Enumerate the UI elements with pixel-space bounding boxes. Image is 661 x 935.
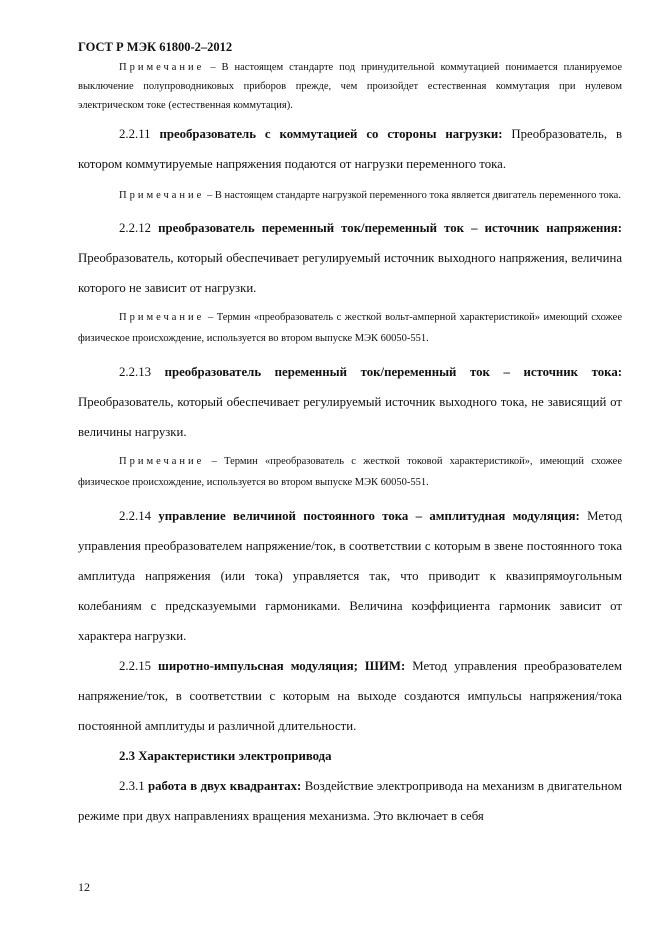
note-voltage-source (78, 307, 622, 349)
term-definition: Воздействие электропривода на механизм в двигательном режиме при двух направлениях вращения механизма. Это включает в себя (78, 779, 622, 823)
term-title: управление величиной постоянного тока – амплитудная модуляция: (158, 509, 580, 523)
note-label: Примечание (119, 456, 205, 467)
document-header: ГОСТ Р МЭК 61800-2–2012 (78, 40, 233, 54)
term-number: 2.3.1 (119, 779, 149, 793)
note-label: Примечание (119, 62, 205, 73)
term-title: работа в двух квадрантах: (148, 779, 302, 793)
note-forced-commutation (78, 58, 622, 115)
note-label: Примечание (119, 312, 205, 323)
term-number: 2.2.15 (119, 659, 159, 673)
term-title: преобразователь переменный ток/переменный ток – источник тока: (164, 365, 622, 379)
term-title: широтно-импульсная модуляция; ШИМ: (158, 659, 406, 673)
term-2-2-15 (78, 651, 622, 741)
term-title: преобразователь переменный ток/переменный ток – источник напряжения: (158, 221, 622, 235)
page-content (78, 58, 622, 831)
term-2-3-1 (78, 771, 622, 831)
note-current-source (78, 451, 622, 493)
term-title: преобразователь с коммутацией со стороны нагрузки: (159, 127, 503, 141)
term-definition: Преобразователь, который обеспечивает регулируемый источник выходного напряжения, величина которого не зависит от нагрузки. (78, 251, 622, 295)
term-definition: Метод управления преобразователем напряжение/ток, в соответствии с которым на выходе создаются импульсы напряжения/тока постоянной амплитуды и различной длительности. (78, 659, 622, 733)
note-label: Примечание (119, 190, 205, 201)
term-2-2-14 (78, 501, 622, 651)
term-number: 2.2.13 (119, 365, 165, 379)
note-text: – В настоящем стандарте нагрузкой переменного тока является двигатель переменного тока. (204, 190, 621, 201)
note-text: – Термин «преобразователь с жесткой токовой характеристикой», имеющий схожее физическое происхождение, используется во втором выпуске МЭК 60050-551. (78, 456, 622, 488)
term-2-2-13 (78, 357, 622, 447)
page-number: 12 (78, 880, 90, 894)
term-2-2-11 (78, 119, 622, 179)
term-2-2-12 (78, 213, 622, 303)
note-text: – В настоящем стандарте под принудительной коммутацией понимается планируемое выключение полупроводниковых приборов прежде, чем произойдет естественная коммутация при нулевом электрическом токе (естественная коммутация). (78, 62, 622, 111)
section-heading-2-3: 2.3 Характеристики электропривода (119, 749, 332, 763)
term-number: 2.2.11 (119, 127, 160, 141)
term-definition: Преобразователь, который обеспечивает регулируемый источник выходного тока, не зависящий от величины нагрузки. (78, 395, 622, 439)
term-number: 2.2.14 (119, 509, 159, 523)
term-definition: Метод управления преобразователем напряжение/ток, в соответствии с которым в звене постоянного тока амплитуда напряжения (или тока) управляется так, что приводит к квазипрямоугольным колебаниям с предсказуемыми гармониками. Величина коэффициента гармоник зависит от характера нагрузки. (78, 509, 622, 643)
note-ac-load (78, 183, 622, 209)
term-number: 2.2.12 (119, 221, 159, 235)
note-text: – Термин «преобразователь с жесткой вольт-амперной характеристикой» имеющий схожее физическое происхождение, используется во втором выпуске МЭК 60050-551. (78, 312, 622, 344)
term-definition: Преобразователь, в котором коммутируемые напряжения подаются от нагрузки переменного тока. (78, 127, 623, 171)
